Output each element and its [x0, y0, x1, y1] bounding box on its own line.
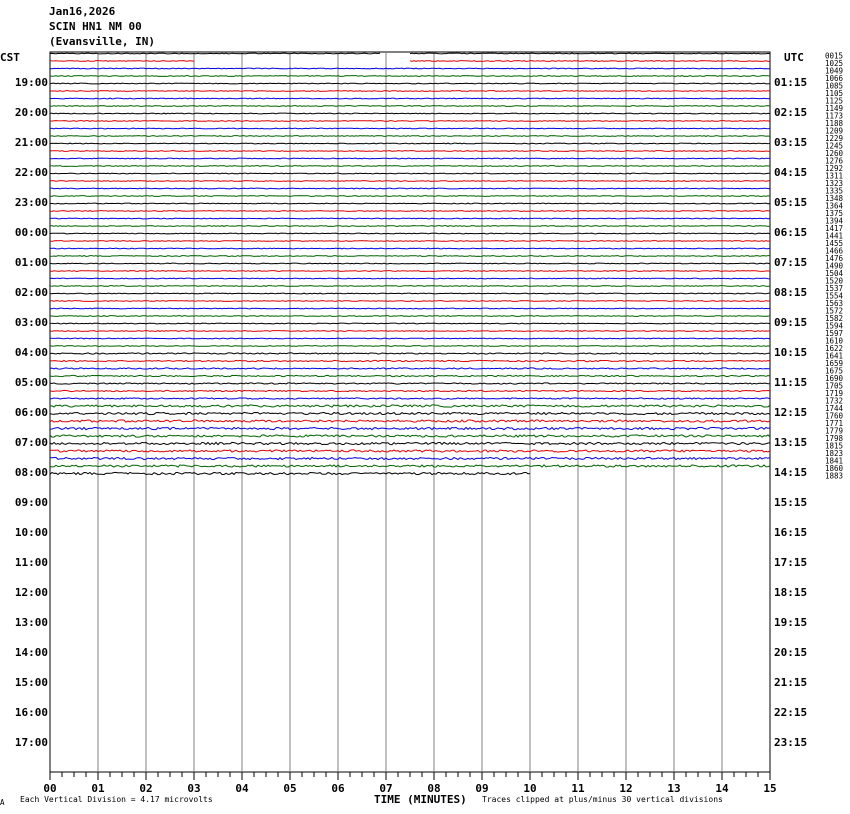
trace-amplitude-label: 1149 — [825, 104, 844, 113]
trace-row-12 — [50, 136, 770, 137]
right-hour-label: 15:15 — [774, 496, 808, 509]
trace-amplitude-label: 1394 — [825, 216, 844, 226]
trace-row-52 — [50, 435, 770, 437]
trace-row-10 — [50, 121, 770, 122]
right-hour-label: 22:15 — [774, 706, 808, 719]
trace-amplitude-label: 1641 — [825, 351, 844, 361]
trace-amplitude-label: 1610 — [825, 336, 844, 346]
x-tick-label: 13 — [667, 782, 681, 795]
trace-row-38 — [50, 331, 770, 332]
right-hour-label: 02:15 — [774, 106, 808, 119]
x-tick-label: 05 — [283, 782, 297, 795]
trace-amplitude-label: 1417 — [825, 224, 844, 233]
trace-amplitude-label: 1311 — [825, 171, 844, 181]
trace-row-16 — [50, 166, 770, 167]
trace-row-1 — [410, 53, 770, 54]
trace-row-40 — [50, 346, 770, 347]
left-hour-label: 03:00 — [14, 316, 48, 329]
left-hour-label: 09:00 — [14, 496, 48, 509]
trace-row-50 — [50, 420, 770, 422]
trace-row-35 — [50, 308, 770, 309]
right-hour-label: 11:15 — [774, 376, 808, 389]
left-hour-label: 00:00 — [14, 226, 48, 239]
left-hour-label: 06:00 — [14, 406, 48, 419]
scale-note: Each Vertical Division = 4.17 microvolts — [20, 795, 213, 804]
left-timezone-label: CST — [0, 51, 20, 64]
trace-row-23 — [50, 218, 770, 219]
left-hour-label: 07:00 — [14, 436, 48, 449]
x-tick-label: 09 — [475, 782, 489, 795]
trace-amplitude-label: 1105 — [825, 89, 844, 98]
right-hour-label: 01:15 — [774, 76, 808, 89]
trace-row-48 — [50, 405, 770, 407]
right-hour-label: 06:15 — [774, 226, 808, 239]
trace-amplitude-label: 1292 — [825, 164, 844, 173]
right-hour-label: 07:15 — [774, 256, 808, 269]
left-hour-label: 04:00 — [14, 346, 48, 359]
x-tick-label: 15 — [763, 782, 777, 795]
right-hour-label: 03:15 — [774, 136, 808, 149]
trace-row-31 — [50, 278, 770, 279]
trace-row-19 — [50, 188, 770, 189]
x-tick-label: 03 — [187, 782, 201, 795]
trace-amplitude-label: 1188 — [825, 119, 844, 128]
trace-row-45 — [50, 383, 770, 384]
trace-amplitude-label: 1841 — [825, 456, 844, 466]
trace-row-9 — [50, 113, 770, 114]
trace-amplitude-label: 1335 — [825, 186, 844, 196]
trace-row-2 — [410, 61, 770, 62]
trace-amplitude-label: 1025 — [825, 59, 844, 68]
trace-row-32 — [50, 286, 770, 287]
x-tick-label: 00 — [43, 782, 57, 795]
left-hour-label: 14:00 — [14, 646, 48, 659]
trace-amplitude-label: 1476 — [825, 254, 844, 263]
trace-row-30 — [50, 271, 770, 272]
trace-row-47 — [50, 398, 770, 399]
left-hour-label: 17:00 — [14, 736, 48, 749]
utc-hour-labels — [774, 76, 807, 749]
trace-amplitude-label: 1066 — [825, 74, 844, 83]
right-hour-label: 16:15 — [774, 526, 808, 539]
trace-row-49 — [50, 412, 770, 414]
trace-amplitude-label: 1441 — [825, 231, 844, 241]
trace-row-44 — [50, 375, 770, 376]
trace-row-18 — [50, 181, 770, 182]
trace-amplitude-label: 1049 — [825, 66, 844, 76]
left-hour-label: 08:00 — [14, 466, 48, 479]
trace-amplitude-label: 1490 — [825, 261, 844, 271]
right-hour-label: 08:15 — [774, 286, 808, 299]
right-timezone-label: UTC — [784, 51, 804, 64]
trace-amplitude-label: 1582 — [825, 314, 844, 323]
right-hour-label: 05:15 — [774, 196, 808, 209]
left-hour-label: 23:00 — [14, 196, 48, 209]
trace-amplitude-label: 1744 — [825, 404, 844, 413]
trace-amplitude-label: 1537 — [825, 284, 844, 293]
left-hour-label: 22:00 — [14, 166, 48, 179]
trace-amplitude-label: 1229 — [825, 134, 844, 143]
trace-amplitude-label: 1705 — [825, 381, 844, 391]
left-hour-label: 01:00 — [14, 256, 48, 269]
x-axis-title: TIME (MINUTES) — [374, 793, 467, 806]
trace-row-5 — [50, 83, 770, 84]
trace-row-51 — [50, 427, 770, 429]
trace-amplitude-label: 1466 — [825, 246, 844, 256]
right-hour-label: 23:15 — [774, 736, 808, 749]
x-tick-label: 04 — [235, 782, 249, 795]
trace-row-20 — [50, 196, 770, 197]
x-tick-label: 11 — [571, 782, 585, 795]
clip-note: Traces clipped at plus/minus 30 vertical divisions — [482, 795, 723, 804]
trace-amplitude-label: 1554 — [825, 291, 844, 301]
trace-row-7 — [50, 98, 770, 99]
trace-amplitude-label: 1260 — [825, 149, 844, 158]
station-location: (Evansville, IN) — [49, 35, 155, 48]
left-hour-label: 13:00 — [14, 616, 48, 629]
x-tick-label: 06 — [331, 782, 345, 795]
left-hour-label: 12:00 — [14, 586, 48, 599]
trace-row-26 — [50, 241, 770, 242]
right-hour-label: 13:15 — [774, 436, 808, 449]
station-name: SCIN HN1 NM 00 — [49, 20, 142, 33]
trace-amplitude-label: 1572 — [825, 306, 844, 316]
seismic-traces — [50, 53, 770, 475]
x-tick-label: 08 — [427, 782, 441, 795]
right-hour-label: 19:15 — [774, 616, 808, 629]
right-hour-label: 12:15 — [774, 406, 808, 419]
trace-amplitude-label: 1209 — [825, 126, 844, 136]
trace-amplitude-labels — [825, 52, 844, 481]
right-hour-label: 09:15 — [774, 316, 808, 329]
trace-amplitude-label: 1594 — [825, 321, 844, 331]
x-tick-label: 01 — [91, 782, 105, 795]
trace-row-28 — [50, 256, 770, 257]
trace-amplitude-label: 1597 — [825, 329, 844, 338]
trace-row-3 — [50, 68, 770, 69]
trace-row-53 — [50, 442, 770, 444]
trace-row-14 — [50, 151, 770, 152]
x-tick-label: 02 — [139, 782, 153, 795]
trace-amplitude-label: 1779 — [825, 426, 844, 436]
trace-row-36 — [50, 316, 770, 317]
trace-row-55 — [50, 457, 770, 459]
trace-row-37 — [50, 323, 770, 324]
trace-amplitude-label: 1690 — [825, 374, 844, 383]
trace-row-33 — [50, 293, 770, 294]
chart-date: Jan16,2026 — [49, 5, 116, 18]
trace-amplitude-label: 1622 — [825, 344, 844, 353]
x-tick-label: 14 — [715, 782, 729, 795]
trace-amplitude-label: 1504 — [825, 269, 844, 278]
trace-amplitude-label: 1815 — [825, 441, 844, 451]
left-hour-label: 20:00 — [14, 106, 48, 119]
trace-row-21 — [50, 203, 770, 204]
left-hour-label: 19:00 — [14, 76, 48, 89]
right-hour-label: 04:15 — [774, 166, 808, 179]
trace-row-54 — [50, 450, 770, 452]
trace-row-42 — [50, 360, 770, 361]
right-hour-label: 20:15 — [774, 646, 808, 659]
trace-amplitude-label: 1245 — [825, 141, 844, 151]
trace-row-24 — [50, 226, 770, 227]
left-hour-label: 11:00 — [14, 556, 48, 569]
trace-amplitude-label: 1823 — [825, 449, 844, 458]
trace-row-6 — [50, 91, 770, 92]
cst-hour-labels — [15, 76, 48, 749]
trace-row-27 — [50, 248, 770, 249]
corner-mark: A — [0, 798, 5, 807]
trace-amplitude-label: 1520 — [825, 276, 844, 286]
trace-row-1 — [50, 53, 380, 54]
trace-amplitude-label: 1323 — [825, 179, 844, 188]
x-tick-label: 10 — [523, 782, 537, 795]
trace-amplitude-label: 1732 — [825, 396, 844, 406]
x-tick-label: 12 — [619, 782, 633, 795]
trace-row-25 — [50, 233, 770, 234]
trace-row-39 — [50, 338, 770, 339]
trace-row-29 — [50, 263, 770, 264]
left-hour-label: 16:00 — [14, 706, 48, 719]
left-hour-label: 21:00 — [14, 136, 48, 149]
trace-amplitude-label: 1798 — [825, 434, 844, 443]
right-hour-label: 17:15 — [774, 556, 808, 569]
trace-amplitude-label: 1760 — [825, 411, 844, 421]
right-hour-label: 18:15 — [774, 586, 808, 599]
right-hour-label: 14:15 — [774, 466, 808, 479]
trace-row-43 — [50, 368, 770, 369]
right-hour-label: 10:15 — [774, 346, 808, 359]
trace-amplitude-label: 1173 — [825, 111, 844, 121]
trace-amplitude-label: 1348 — [825, 194, 844, 203]
trace-amplitude-label: 1125 — [825, 96, 844, 106]
trace-amplitude-label: 1276 — [825, 156, 844, 166]
trace-amplitude-label: 1860 — [825, 464, 844, 473]
trace-amplitude-label: 1375 — [825, 209, 844, 218]
trace-row-4 — [50, 76, 770, 77]
trace-amplitude-label: 1771 — [825, 419, 844, 428]
trace-row-13 — [50, 143, 770, 144]
trace-row-17 — [50, 173, 770, 174]
trace-amplitude-label: 1883 — [825, 471, 844, 481]
trace-amplitude-label: 0015 — [825, 51, 844, 61]
trace-amplitude-label: 1455 — [825, 239, 844, 248]
trace-amplitude-label: 1364 — [825, 201, 844, 211]
trace-amplitude-label: 1085 — [825, 81, 844, 91]
trace-row-15 — [50, 158, 770, 159]
trace-amplitude-label: 1659 — [825, 359, 844, 368]
trace-row-34 — [50, 301, 770, 302]
trace-amplitude-label: 1563 — [825, 299, 844, 308]
trace-row-8 — [50, 106, 770, 107]
left-hour-label: 02:00 — [14, 286, 48, 299]
left-hour-label: 10:00 — [14, 526, 48, 539]
x-axis — [43, 772, 776, 795]
trace-amplitude-label: 1675 — [825, 366, 844, 376]
x-tick-label: 07 — [379, 782, 393, 795]
trace-row-2 — [50, 61, 194, 62]
trace-row-11 — [50, 128, 770, 129]
trace-row-22 — [50, 211, 770, 212]
right-hour-label: 21:15 — [774, 676, 808, 689]
left-hour-label: 15:00 — [14, 676, 48, 689]
time-gridlines — [98, 52, 722, 772]
left-hour-label: 05:00 — [14, 376, 48, 389]
trace-row-41 — [50, 353, 770, 354]
trace-amplitude-label: 1719 — [825, 389, 844, 398]
trace-row-56 — [50, 465, 770, 467]
trace-row-46 — [50, 390, 770, 391]
